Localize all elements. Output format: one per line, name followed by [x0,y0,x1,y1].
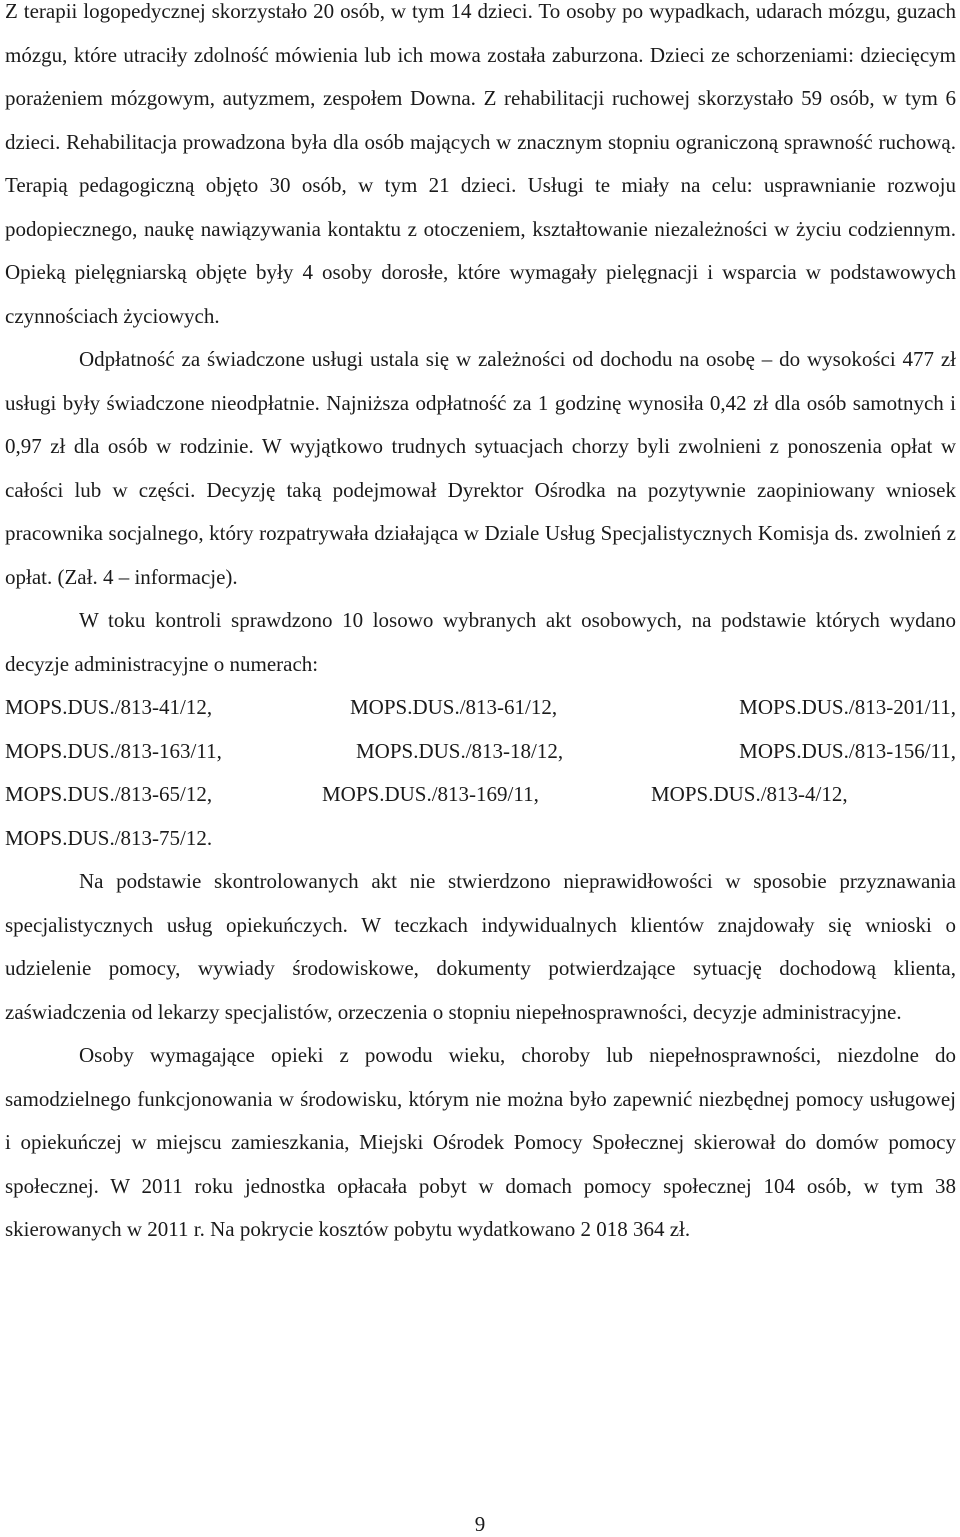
decision-number-list [5,686,956,860]
decision-number: MOPS.DUS./813-41/12, [5,695,213,719]
decision-number: MOPS.DUS./813-18/12, [356,738,564,763]
decision-number: MOPS.DUS./813-156/11, [739,738,956,763]
paragraph-fees: Odpłatność za świadczone usługi ustala się w zależności od dochodu na osobę – do wysokości 477 zł usługi były świadczone nieodpłatnie. Najniższa odpłatność za 1 godzinę wynosiła 0,42 zł dla osób samotnych i 0,97 zł dla osób w rodzinie. W wyjątkowo trudnych sytuacjach chorzy byli zwolnieni z ponoszenia opłat w całości lub w części. Decyzję taką podejmował Dyrektor Ośrodka na pozytywnie zaopiniowany wniosek pracownika socjalnego, który rozpatrywała działająca w Dziale Usług Specjalistycznych Komisja ds. zwolnień z opłat. (Zał. 4 – informacje). [5,347,956,589]
paragraph-care-homes: Osoby wymagające opieki z powodu wieku, choroby lub niepełnosprawności, niezdolne do samodzielnego funkcjonowania w środowisku, którym nie można było zapewnić niezbędnej pomocy usługowej i opiekuńczej w miejscu zamieszkania, Miejski Ośrodek Pomocy Społecznej skierował do domów pomocy społecznej. W 2011 roku jednostka opłacała pobyt w domach pomocy społecznej 104 osób, w tym 38 skierowanych w 2011 r. Na pokrycie kosztów pobytu wydatkowano 2 018 364 zł. [5,1043,956,1241]
decision-number: MOPS.DUS./813-61/12, [350,695,558,719]
page-number: 9 [474,1512,486,1536]
decision-number: MOPS.DUS./813-75/12. [5,825,213,850]
paragraph-inspection: W toku kontroli sprawdzono 10 losowo wybranych akt osobowych, na podstawie których wydano decyzje administracyjne o numerach: [5,608,956,676]
document-body [5,0,956,1252]
paragraph-therapy: Z terapii logopedycznej skorzystało 20 osób, w tym 14 dzieci. To osoby po wypadkach, udarach mózgu, guzach mózgu, które utraciły zdolność mówienia lub ich mowa została zaburzona. Dzieci ze schorzeniami: dziecięcym porażeniem mózgowym, autyzmem, zespołem Downa. Z rehabilitacji ruchowej skorzystało 59 osób, w tym 6 dzieci. Rehabilitacja prowadzona była dla osób mających w znacznym stopniu ograniczoną sprawność ruchową. Terapią pedagogiczną objęto 30 osób, w tym 21 dzieci. Usługi te miały na celu: usprawnianie rozwoju podopiecznego, naukę nawiązywania kontaktu z otoczeniem, kształtowanie niezależności w życiu codziennym. Opieką pielęgniarską objęte były 4 osoby dorosłe, które wymagały pielęgnacji i wsparcia w podstawowych czynnościach życiowych. [5,0,956,328]
decision-number: MOPS.DUS./813-65/12, [5,782,213,806]
paragraph-conclusion: Na podstawie skontrolowanych akt nie stwierdzono nieprawidłowości w sposobie przyznawania specjalistycznych usług opiekuńczych. W teczkach indywidualnych klientów znajdowały się wnioski o udzielenie pomocy, wywiady środowiskowe, dokumenty potwierdzające sytuację dochodową klienta, zaświadczenia od lekarzy specjalistów, orzeczenia o stopniu niepełnosprawności, decyzje administracyjne. [5,869,956,1024]
decision-number: MOPS.DUS./813-169/11, [322,782,539,806]
decision-number: MOPS.DUS./813-201/11, [739,695,956,719]
decision-number: MOPS.DUS./813-163/11, [5,738,222,763]
decision-number: MOPS.DUS./813-4/12, [651,782,848,806]
